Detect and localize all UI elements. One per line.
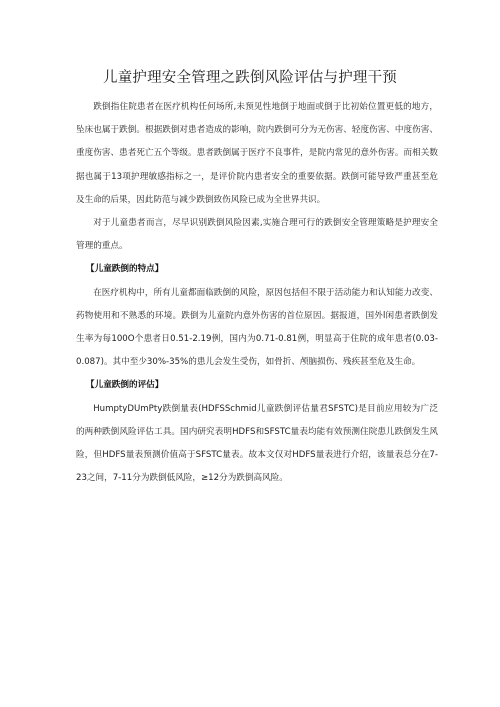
intro-paragraph: 对于儿童患者而言，尽早识别跌倒风险因素,实施合理可行的跌倒安全管理策略是护理安全管理的重点。 [76, 218, 438, 252]
section-fall-characteristics [76, 258, 438, 374]
section-paragraph: 在医疗机构中，所有儿童都面临跌倒的风险，原因包括但不限于活动能力和认知能力改变、药物使用和不熟悉的环境。跌倒为儿童院内意外伤害的首位原因。据报道，国外l闲患者跌倒发生率为每100O个患者日0.51-2.19例，国内为0.71-0.81例，明显高于住院的成年患者(0.03-0.087)。其中至少30%-35%的患儿会发生受伤，如骨折、颅脑损伤、残疾甚至危及生命。 [76, 287, 438, 368]
section-paragraph: HumptyDUmPty跌倒量表(HDFSSchmid儿童跌倒评估量君SFSTC)是目前应用较为广泛的两种跌倒风险评估工具。国内研究表明HDFS和SFSTC量表均能有效预测住院患儿跌倒发生风险，但HDFS量表预测价值高于SFSTC量表。故本文仅对HDFS量表进行介绍，该量表总分在7-23之间，7-11分为跌倒低风险，≥12分为跌倒高风险。 [76, 403, 438, 484]
section-fall-assessment [76, 374, 438, 490]
intro-paragraph: 跌倒指住院患者在医疗机构任何场所,未预见性地倒于地面或倒于比初始位置更低的地方，坠床也属于跌倒。根据跌倒对患者造成的影响，院内跌倒可分为无伤害、轻度伤害、中度伤害、重度伤害、患者死亡五个等级。患者跌倒属于医疗不良事件，是院内常见的意外伤害。而相关数据也属于13项护理敏感指标之一，是评价院内患者安全的重要依据。跌倒可能导致严重甚至危及生命的后果，因此防范与减少跌倒致伤风险已成为全世界共识。 [76, 102, 438, 205]
document-body [76, 96, 438, 490]
document-title: 儿童护理安全管理之跌倒风险评估与护理干预 [103, 70, 397, 86]
section-heading: 【儿童跌倒的评估】 [86, 380, 164, 391]
section-heading: 【儿童跌倒的特点】 [86, 264, 164, 275]
